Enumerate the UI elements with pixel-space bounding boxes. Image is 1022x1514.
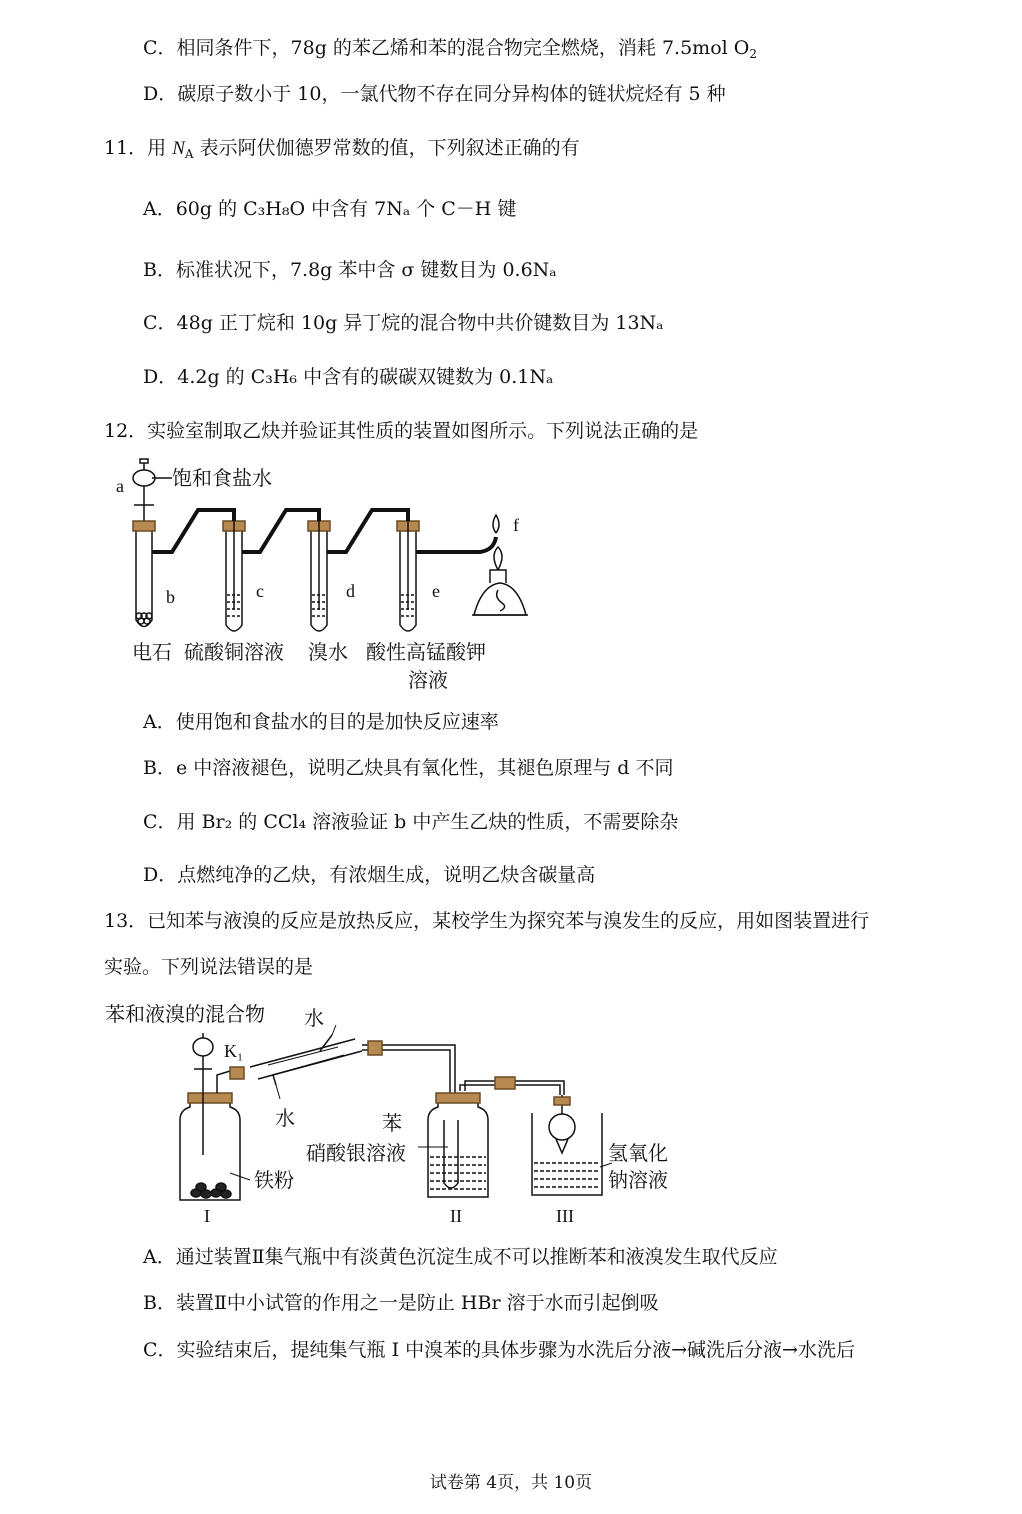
- q11-stem-na: N: [172, 138, 185, 159]
- q12-stem: 12．实验室制取乙炔并验证其性质的装置如图所示。下列说法正确的是: [104, 420, 699, 442]
- label-a: a: [116, 476, 124, 496]
- tube-e: [397, 521, 419, 631]
- q12-option-a: A．使用饱和食盐水的目的是加快反应速率: [143, 711, 499, 733]
- q10-option-c-subscript: 2: [749, 47, 757, 61]
- label-calcium-carbide: 电石: [132, 640, 172, 664]
- label-iron-powder: 铁粉: [254, 1168, 294, 1192]
- label-saturated-brine: 饱和食盐水: [172, 466, 272, 490]
- label-benzene-bromine-mixture: 苯和液溴的混合物: [105, 1002, 265, 1026]
- q10-option-c: [143, 35, 757, 67]
- label-III: III: [556, 1206, 574, 1226]
- q13-stem-line2: 实验。下列说法错误的是: [104, 956, 314, 978]
- label-kmno4-line1: 酸性高锰酸钾: [366, 640, 486, 664]
- beaker-III: [532, 1095, 602, 1195]
- label-bromine-water: 溴水: [308, 640, 348, 664]
- q11-option-a: A．60g 的 C₃H₈O 中含有 7Nₐ 个 C－H 键: [143, 198, 517, 220]
- q11-option-c: C．48g 正丁烷和 10g 异丁烷的混合物中共价键数目为 13Nₐ: [143, 312, 664, 334]
- connection-tubing: [230, 1041, 564, 1095]
- q11-stem-suffix: 表示阿伏伽德罗常数的值，下列叙述正确的有: [193, 137, 580, 159]
- label-water-in: 水: [275, 1106, 295, 1130]
- label-b: b: [166, 587, 175, 607]
- q10-option-c-text: C．相同条件下，78g 的苯乙烯和苯的混合物完全燃烧，消耗 7.5mol O: [143, 37, 750, 59]
- label-silver-nitrate: 硝酸银溶液: [306, 1141, 406, 1165]
- label-II: II: [450, 1206, 462, 1226]
- label-e: e: [432, 581, 440, 601]
- label-kmno4-line2: 溶液: [408, 668, 448, 692]
- label-copper-sulfate: 硫酸铜溶液: [184, 640, 284, 664]
- label-naoh-line2: 钠溶液: [608, 1168, 668, 1192]
- q11-stem-sub: A: [184, 147, 194, 161]
- q12-option-d: D．点燃纯净的乙炔，有浓烟生成，说明乙炔含碳量高: [143, 864, 596, 886]
- label-k1: K₁: [224, 1041, 244, 1061]
- q13-bromobenzene-apparatus-figure: [100, 995, 700, 1230]
- page-footer: 试卷第 4页，共 10页: [429, 1473, 593, 1493]
- bottle-II: [428, 1093, 488, 1197]
- q13-stem-line1: 13．已知苯与液溴的反应是放热反应，某校学生为探究苯与溴发生的反应，用如图装置进行: [104, 910, 870, 932]
- tube-d: [308, 521, 330, 631]
- label-water-out: 水: [304, 1006, 324, 1030]
- q13-option-b: B．装置Ⅱ中小试管的作用之一是防止 HBr 溶于水而引起倒吸: [143, 1292, 659, 1314]
- q12-option-b: B．e 中溶液褪色，说明乙炔具有氧化性，其褪色原理与 d 不同: [143, 757, 674, 779]
- q12-acetylene-apparatus-figure: [110, 455, 530, 700]
- label-naoh-line1: 氢氧化: [608, 1141, 668, 1165]
- alcohol-lamp: [472, 515, 528, 615]
- q13-option-a: A．通过装置Ⅱ集气瓶中有淡黄色沉淀生成不可以推断苯和液溴发生取代反应: [143, 1246, 778, 1268]
- label-f: f: [513, 515, 519, 535]
- tube-c: [223, 521, 245, 631]
- label-c: c: [256, 581, 264, 601]
- flask-I: [180, 1093, 240, 1200]
- q11-stem-prefix: 11．用: [104, 137, 173, 159]
- separatory-funnel: [133, 459, 172, 521]
- q13-option-c: C．实验结束后，提纯集气瓶 I 中溴苯的具体步骤为水洗后分液→碱洗后分液→水洗后: [143, 1339, 855, 1361]
- label-d: d: [346, 581, 355, 601]
- q11-stem: [104, 135, 580, 167]
- label-I: I: [204, 1206, 210, 1226]
- tube-b: [133, 521, 155, 627]
- q11-option-b: B．标准状况下，7.8g 苯中含 σ 键数目为 0.6Nₐ: [143, 259, 557, 281]
- label-benzene: 苯: [382, 1111, 402, 1135]
- q11-option-d: D．4.2g 的 C₃H₆ 中含有的碳碳双键数为 0.1Nₐ: [143, 366, 554, 388]
- q10-option-d: D．碳原子数小于 10，一氯代物不存在同分异构体的链状烷烃有 5 种: [143, 83, 726, 105]
- q12-option-c: C．用 Br₂ 的 CCl₄ 溶液验证 b 中产生乙炔的性质，不需要除杂: [143, 811, 679, 833]
